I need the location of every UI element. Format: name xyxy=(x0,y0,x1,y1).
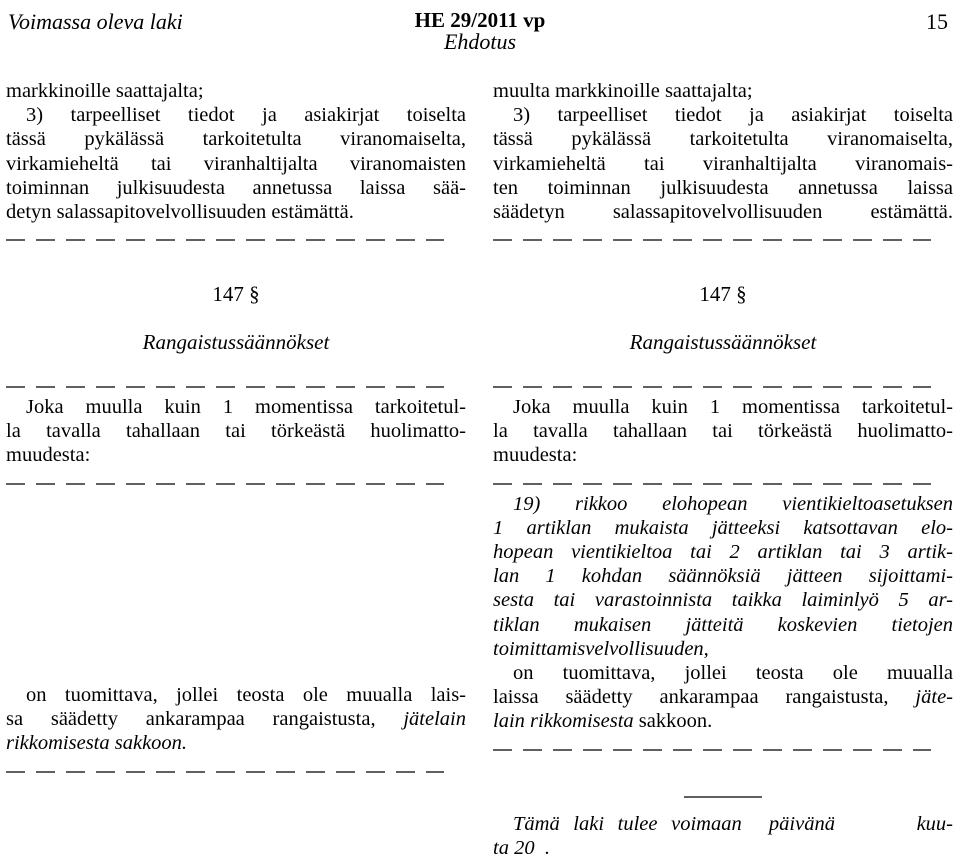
header-proposal: Ehdotus xyxy=(443,29,517,54)
separator-rule xyxy=(684,794,764,800)
omission-dashes xyxy=(493,224,953,248)
text-segment: sakkoon. xyxy=(638,710,713,733)
omission-dashes xyxy=(493,371,953,395)
dash-line xyxy=(493,734,933,758)
header-current-law: Voimassa oleva laki xyxy=(8,9,183,34)
text-line: hopean vientikieltoa tai 2 artiklan tai 3 artik- xyxy=(493,541,953,564)
italic-text: jätelain xyxy=(403,708,466,731)
text-line: sesta tai varastoinnista taikka laiminlyö 5 ar- xyxy=(493,589,953,612)
left-section xyxy=(6,282,466,306)
text-line: tässä pykälässä tarkoitetulta viranomaiselta, xyxy=(493,128,953,151)
text-line: toimittamisvelvollisuuden, xyxy=(493,637,709,660)
text-line: 1 artiklan mukaista jätteeksi katsottavan elo- xyxy=(493,516,953,539)
text-line: ten toiminnan julkisuudesta annetussa laissa xyxy=(493,176,953,199)
text-line: säädetyn salassapitovelvollisuuden estämättä. xyxy=(493,201,953,224)
text-segment: sa säädetty ankarampaa rangaistusta, xyxy=(6,708,376,731)
text-line: virkamieheltä tai viranhaltijalta viranomaisten xyxy=(6,152,466,175)
header-center xyxy=(0,8,960,54)
text-line: 3) tarpeelliset tiedot ja asiakirjat toiselta xyxy=(513,104,953,127)
dash-line xyxy=(6,756,446,780)
section-number: 147 § xyxy=(212,282,260,306)
text-line: Joka muulla kuin 1 momentissa tarkoitetul- xyxy=(513,396,953,418)
right-section xyxy=(493,282,953,306)
text-line: 3) tarpeelliset tiedot ja asiakirjat toiselta xyxy=(26,104,466,127)
text-segment: laissa säädetty ankarampaa rangaistusta, xyxy=(493,686,889,709)
text-line: la tavalla tahallaan tai törkeästä huolimatto- xyxy=(493,420,953,443)
left-penalty xyxy=(6,683,466,780)
text-line xyxy=(493,709,953,733)
text-line: on tuomittava, jollei teosta ole muualla xyxy=(513,662,953,685)
dash-line xyxy=(6,224,446,248)
text-line: muudesta: xyxy=(493,444,578,467)
section-number: 147 § xyxy=(699,282,747,306)
text-line: 19) rikkoo elohopean vientikieltoasetuksen xyxy=(513,492,953,515)
text-line: muudesta: xyxy=(6,444,91,467)
left-body xyxy=(6,371,466,492)
effective-clause xyxy=(493,812,953,860)
omission-dashes xyxy=(6,371,466,395)
section-title: Rangaistussäännökset xyxy=(142,330,330,354)
italic-text: lain rikkomisesta xyxy=(493,710,634,733)
omission-dashes xyxy=(6,468,466,492)
text-line: ta 20 . xyxy=(493,837,550,860)
text-line: on tuomittava, jollei teosta ole muualla lais- xyxy=(26,684,466,706)
text-line: tässä pykälässä tarkoitetulta viranomaiselta, xyxy=(6,128,466,151)
italic-text: jäte- xyxy=(915,686,953,709)
omission-dashes xyxy=(493,468,953,492)
text-line: lan 1 kohdan säännöksiä jätteen sijoittami- xyxy=(493,565,953,588)
dash-line xyxy=(493,371,933,395)
text-line: virkamieheltä tai viranhaltijalta viranomais- xyxy=(493,152,953,175)
left-column xyxy=(6,79,466,248)
text-line: la tavalla tahallaan tai törkeästä huolimatto- xyxy=(6,420,466,443)
document-id: HE 29/2011 vp xyxy=(414,8,546,32)
dash-line xyxy=(6,468,446,492)
text-line: rikkomisesta sakkoon. xyxy=(6,732,188,755)
right-body xyxy=(493,371,953,758)
text-line: tiklan mukaisen jätteitä koskevien tietojen xyxy=(493,613,953,636)
text-line: markkinoille saattajalta; xyxy=(6,80,204,102)
omission-dashes xyxy=(493,734,953,758)
text-line: toiminnan julkisuudesta annetussa laissa sää- xyxy=(6,176,466,199)
text-line: detyn salassapitovelvollisuuden estämättä. xyxy=(6,201,354,224)
dash-line xyxy=(6,371,446,395)
section-title: Rangaistussäännökset xyxy=(629,330,817,354)
text-line: muulta markkinoille saattajalta; xyxy=(493,80,753,102)
right-section-title-wrap xyxy=(493,330,953,354)
text-line: Tämä laki tulee voimaan päivänä kuu- xyxy=(513,813,953,835)
omission-dashes xyxy=(6,756,466,780)
omission-dashes xyxy=(6,224,466,248)
right-column xyxy=(493,79,953,248)
text-line xyxy=(6,707,466,731)
dash-line xyxy=(493,224,933,248)
text-line xyxy=(493,685,953,709)
text-line: Joka muulla kuin 1 momentissa tarkoitetul- xyxy=(26,396,466,418)
left-section-title-wrap xyxy=(6,330,466,354)
dash-line xyxy=(493,468,933,492)
page-number: 15 xyxy=(926,9,948,34)
